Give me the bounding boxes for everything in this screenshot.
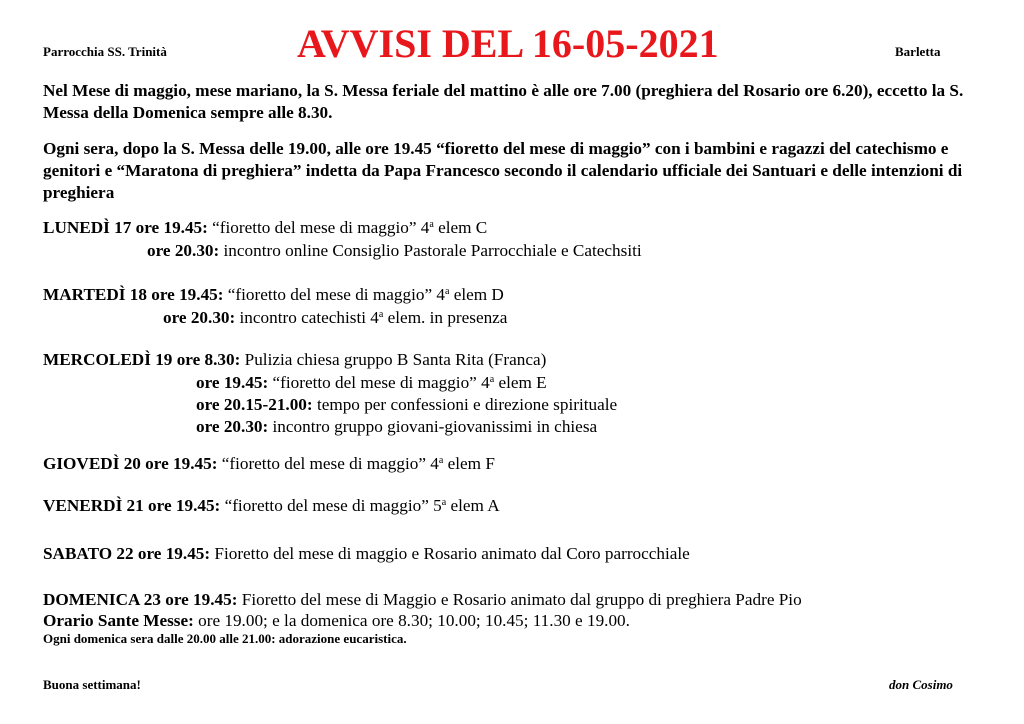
tuesday-day-time: MARTEDÌ 18 ore 19.45: <box>43 285 224 304</box>
tuesday-line-1 <box>43 284 504 306</box>
intro-paragraph-1: Nel Mese di maggio, mese mariano, la S. Messa feriale del mattino è alle ore 7.00 (preghiera del Rosario ore 6.20), eccetto la S. Messa della Domenica sempre alle 8.30. <box>43 81 964 122</box>
wednesday-text-2: “fioretto del mese di maggio” 4 <box>268 373 490 392</box>
saturday-line-1 <box>43 543 690 565</box>
wednesday-tail-2: elem E <box>494 373 547 392</box>
greeting: Buona settimana! <box>43 677 141 692</box>
wednesday-time-3: ore 20.15-21.00: <box>196 395 313 414</box>
monday-sup: a <box>429 219 434 230</box>
wednesday-text: Pulizia chiesa gruppo B Santa Rita (Franca) <box>240 350 547 369</box>
friday-sup: a <box>441 497 447 508</box>
wednesday-line-2 <box>196 372 547 394</box>
wednesday-text-3: tempo per confessioni e direzione spirituale <box>312 395 618 414</box>
monday-time-2: ore 20.30: <box>147 241 220 260</box>
thursday-line-1 <box>43 453 495 475</box>
wednesday-text-4: incontro gruppo giovani-giovanissimi in chiesa <box>268 417 598 436</box>
mass-schedule-line <box>43 610 630 632</box>
wednesday-line-4 <box>196 416 597 438</box>
wednesday-time-2: ore 19.45: <box>196 373 269 392</box>
tuesday-sup: a <box>444 286 450 297</box>
signature: don Cosimo <box>889 677 953 692</box>
tuesday-tail-2: elem. in presenza <box>383 308 508 327</box>
tuesday-text: “fioretto del mese di maggio” 4 <box>223 285 445 304</box>
friday-tail: elem A <box>446 496 500 515</box>
friday-line-1 <box>43 495 500 517</box>
monday-text: “fioretto del mese di maggio” 4 <box>207 218 430 237</box>
page-title: AVVISI DEL 16-05-2021 <box>297 21 719 66</box>
thursday-day-time: GIOVEDÌ 20 ore 19.45: <box>43 454 218 473</box>
monday-day-time: LUNEDÌ 17 ore 19.45: <box>43 218 208 237</box>
wednesday-line-1 <box>43 349 546 371</box>
sunday-text: Fioretto del mese di Maggio e Rosario animato dal gruppo di preghiera Padre Pio <box>237 590 802 609</box>
tuesday-line-2 <box>163 307 507 329</box>
adoration-note: Ogni domenica sera dalle 20.00 alle 21.00: adorazione eucaristica. <box>43 631 407 646</box>
tuesday-sup-2: a <box>378 309 384 320</box>
wednesday-day-time: MERCOLEDÌ 19 ore 8.30: <box>43 350 241 369</box>
monday-line-1 <box>43 217 487 239</box>
friday-text: “fioretto del mese di maggio” 5 <box>220 496 442 515</box>
mass-schedule-label: Orario Sante Messe: <box>43 611 194 630</box>
thursday-sup: a <box>438 455 444 466</box>
sunday-day-time: DOMENICA 23 ore 19.45: <box>43 590 238 609</box>
sunday-line-1 <box>43 589 802 611</box>
parish-name: Parrocchia SS. Trinità <box>43 44 167 59</box>
wednesday-time-4: ore 20.30: <box>196 417 269 436</box>
monday-line-2 <box>147 240 642 262</box>
mass-schedule-times: ore 19.00; e la domenica ore 8.30; 10.00; 10.45; 11.30 e 19.00. <box>193 611 630 630</box>
wednesday-sup-2: a <box>489 374 495 385</box>
saturday-day-time: SABATO 22 ore 19.45: <box>43 544 211 563</box>
tuesday-text-2: incontro catechisti 4 <box>235 308 379 327</box>
monday-tail: elem C <box>433 218 488 237</box>
tuesday-tail: elem D <box>449 285 504 304</box>
thursday-tail: elem F <box>443 454 495 473</box>
friday-day-time: VENERDÌ 21 ore 19.45: <box>43 496 221 515</box>
monday-text-2: incontro online Consiglio Pastorale Parrocchiale e Catechsiti <box>219 241 642 260</box>
saturday-text: Fioretto del mese di maggio e Rosario animato dal Coro parrocchiale <box>210 544 690 563</box>
thursday-text: “fioretto del mese di maggio” 4 <box>217 454 439 473</box>
city-name: Barletta <box>895 44 941 59</box>
tuesday-time-2: ore 20.30: <box>163 308 236 327</box>
intro-paragraph-2: Ogni sera, dopo la S. Messa delle 19.00, alle ore 19.45 “fioretto del mese di maggio” con i bambini e ragazzi del catechismo e genitori e “Maratona di preghiera” indetta da Papa Francesco secondo il calendario ufficiale dei Santuari e delle intenzioni di preghiera <box>43 139 963 202</box>
wednesday-line-3 <box>196 394 617 416</box>
